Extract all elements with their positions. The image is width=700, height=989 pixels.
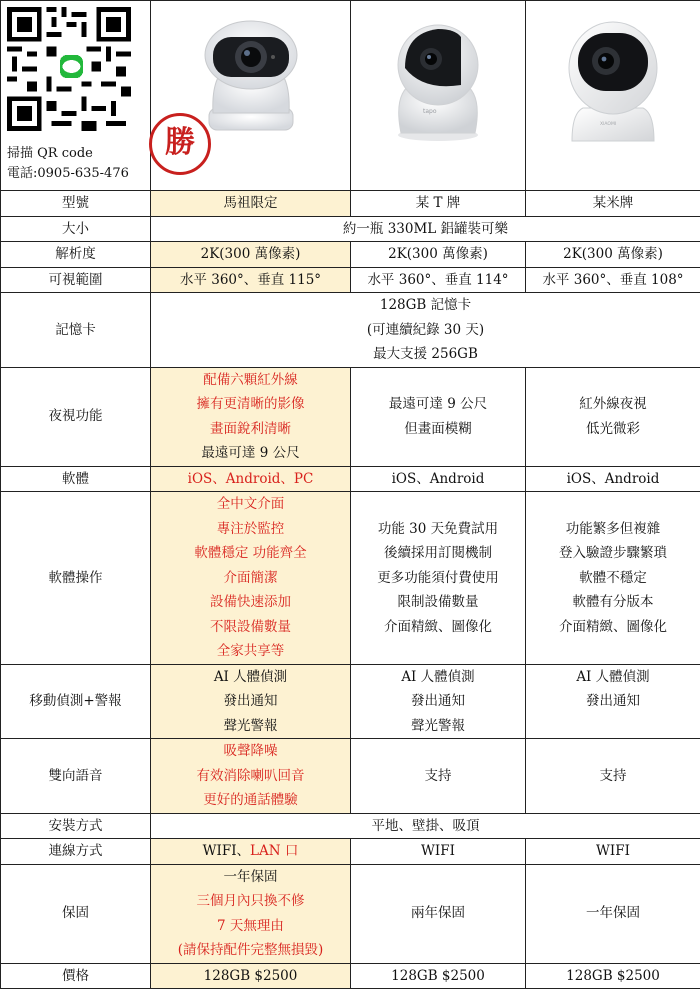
warranty-c1-line: 三個月內只換不修 bbox=[151, 889, 350, 914]
label-audio: 雙向語音 bbox=[1, 739, 151, 814]
qr-cell bbox=[1, 1, 151, 191]
price-c1: 128GB $2500 bbox=[151, 963, 351, 989]
warranty-c1-line: (請保持配件完整無損毀) bbox=[151, 938, 350, 963]
night-c1-line: 最遠可達 9 公尺 bbox=[151, 441, 350, 466]
operation-c3-line: 登入驗證步驟繁瑣 bbox=[526, 541, 700, 566]
motion-c1 bbox=[151, 664, 351, 739]
row-connect bbox=[1, 839, 700, 865]
connect-c1-lan: LAN 口 bbox=[250, 843, 298, 859]
motion-c3-line: 發出通知 bbox=[526, 689, 700, 714]
night-c1 bbox=[151, 367, 351, 466]
qr-caption bbox=[7, 144, 150, 184]
camera-tapo-icon bbox=[383, 13, 493, 143]
camera-white-ptz-icon bbox=[191, 13, 311, 143]
label-warranty: 保固 bbox=[1, 864, 151, 963]
row-resolution bbox=[1, 242, 700, 268]
motion-c1-line: 發出通知 bbox=[151, 689, 350, 714]
label-motion: 移動偵測+警報 bbox=[1, 664, 151, 739]
night-c2-line: 最遠可達 9 公尺 bbox=[351, 392, 525, 417]
motion-c3 bbox=[526, 664, 700, 739]
operation-c3-line: 軟體有分版本 bbox=[526, 590, 700, 615]
motion-c2-line: AI 人體偵測 bbox=[351, 665, 525, 690]
operation-c1-line: 全家共享等 bbox=[151, 639, 350, 664]
operation-c1-line: 不限設備數量 bbox=[151, 615, 350, 640]
connect-c3: WIFI bbox=[526, 839, 700, 865]
night-c2 bbox=[351, 367, 526, 466]
row-install bbox=[1, 813, 700, 839]
memory-line: (可連續紀錄 30 天) bbox=[151, 318, 700, 343]
resolution-c3: 2K(300 萬像素) bbox=[526, 242, 700, 268]
label-price: 價格 bbox=[1, 963, 151, 989]
software-c1: iOS、Android、PC bbox=[151, 466, 351, 492]
operation-c3 bbox=[526, 492, 700, 665]
night-c2-line: 但畫面模糊 bbox=[351, 417, 525, 442]
price-c2: 128GB $2500 bbox=[351, 963, 526, 989]
label-model: 型號 bbox=[1, 191, 151, 217]
resolution-c1: 2K(300 萬像素) bbox=[151, 242, 351, 268]
row-price bbox=[1, 963, 700, 989]
row-model bbox=[1, 191, 700, 217]
label-install: 安裝方式 bbox=[1, 813, 151, 839]
model-c3: 某米牌 bbox=[526, 191, 700, 217]
label-operation: 軟體操作 bbox=[1, 492, 151, 665]
stamp-seal: 勝 bbox=[149, 113, 211, 175]
row-warranty bbox=[1, 864, 700, 963]
memory-line: 最大支援 256GB bbox=[151, 342, 700, 367]
motion-c2 bbox=[351, 664, 526, 739]
label-software: 軟體 bbox=[1, 466, 151, 492]
label-connect: 連線方式 bbox=[1, 839, 151, 865]
audio-c1-line: 更好的通話體驗 bbox=[151, 788, 350, 813]
view-c1: 水平 360°、垂直 115° bbox=[151, 267, 351, 293]
audio-c1-line: 有效消除喇叭回音 bbox=[151, 764, 350, 789]
operation-c2-line: 更多功能須付費使用 bbox=[351, 566, 525, 591]
camera-mi-icon bbox=[558, 13, 668, 148]
product-image-cell-2 bbox=[351, 1, 526, 191]
motion-c1-line: AI 人體偵測 bbox=[151, 665, 350, 690]
warranty-c3: 一年保固 bbox=[526, 864, 700, 963]
qr-code-icon[interactable] bbox=[7, 7, 131, 131]
label-resolution: 解析度 bbox=[1, 242, 151, 268]
label-memory: 記憶卡 bbox=[1, 293, 151, 368]
operation-c1-line: 介面簡潔 bbox=[151, 566, 350, 591]
row-operation bbox=[1, 492, 700, 665]
product-image-cell-3 bbox=[526, 1, 700, 191]
night-c1-line: 擁有更清晰的影像 bbox=[151, 392, 350, 417]
night-c1-line: 畫面銳利清晰 bbox=[151, 417, 350, 442]
phone-number: 電話:0905-635-476 bbox=[7, 164, 150, 184]
view-c2: 水平 360°、垂直 114° bbox=[351, 267, 526, 293]
operation-c2-line: 限制設備數量 bbox=[351, 590, 525, 615]
operation-c1-line: 專注於監控 bbox=[151, 517, 350, 542]
connect-c2: WIFI bbox=[351, 839, 526, 865]
warranty-c1-line: 一年保固 bbox=[151, 865, 350, 890]
night-c1-line: 配備六顆紅外線 bbox=[151, 368, 350, 393]
motion-c2-line: 發出通知 bbox=[351, 689, 525, 714]
operation-c1-line: 全中文介面 bbox=[151, 492, 350, 517]
label-size: 大小 bbox=[1, 216, 151, 242]
motion-c3-line: AI 人體偵測 bbox=[526, 665, 700, 690]
warranty-c1-line: 7 天無理由 bbox=[151, 914, 350, 939]
model-c1: 馬祖限定 bbox=[151, 191, 351, 217]
operation-c2-line: 功能 30 天免費試用 bbox=[351, 517, 525, 542]
memory-all bbox=[151, 293, 700, 368]
operation-c1-line: 軟體穩定 功能齊全 bbox=[151, 541, 350, 566]
cam3-brand-text: XIAOMI bbox=[600, 121, 616, 127]
connect-c1 bbox=[151, 839, 351, 865]
operation-c1 bbox=[151, 492, 351, 665]
operation-c3-line: 介面精緻、圖像化 bbox=[526, 615, 700, 640]
audio-c3: 支持 bbox=[526, 739, 700, 814]
warranty-c2: 兩年保固 bbox=[351, 864, 526, 963]
audio-c2: 支持 bbox=[351, 739, 526, 814]
night-c3-line: 紅外線夜視 bbox=[526, 392, 700, 417]
operation-c3-line: 功能繁多但複雜 bbox=[526, 517, 700, 542]
audio-c1-line: 吸聲降噪 bbox=[151, 739, 350, 764]
install-all: 平地、壁掛、吸頂 bbox=[151, 813, 700, 839]
audio-c1 bbox=[151, 739, 351, 814]
row-audio bbox=[1, 739, 700, 814]
software-c3: iOS、Android bbox=[526, 466, 700, 492]
operation-c2-line: 介面精緻、圖像化 bbox=[351, 615, 525, 640]
memory-line: 128GB 記憶卡 bbox=[151, 293, 700, 318]
model-c2: 某 T 牌 bbox=[351, 191, 526, 217]
row-night bbox=[1, 367, 700, 466]
view-c3: 水平 360°、垂直 108° bbox=[526, 267, 700, 293]
resolution-c2: 2K(300 萬像素) bbox=[351, 242, 526, 268]
row-view bbox=[1, 267, 700, 293]
operation-c1-line: 設備快速添加 bbox=[151, 590, 350, 615]
row-size bbox=[1, 216, 700, 242]
motion-c1-line: 聲光警報 bbox=[151, 714, 350, 739]
label-view: 可視範圍 bbox=[1, 267, 151, 293]
motion-c2-line: 聲光警報 bbox=[351, 714, 525, 739]
size-all: 約一瓶 330ML 鋁罐裝可樂 bbox=[151, 216, 700, 242]
label-night: 夜視功能 bbox=[1, 367, 151, 466]
cam2-brand-text: tapo bbox=[423, 108, 437, 115]
row-motion bbox=[1, 664, 700, 739]
header-row bbox=[1, 1, 700, 191]
row-software bbox=[1, 466, 700, 492]
night-c3 bbox=[526, 367, 700, 466]
connect-c1-wifi: WIFI、 bbox=[203, 843, 250, 859]
price-c3: 128GB $2500 bbox=[526, 963, 700, 989]
row-memory bbox=[1, 293, 700, 368]
warranty-c1 bbox=[151, 864, 351, 963]
operation-c2 bbox=[351, 492, 526, 665]
night-c3-line: 低光微彩 bbox=[526, 417, 700, 442]
scan-label: 掃描 QR code bbox=[7, 144, 150, 164]
software-c2: iOS、Android bbox=[351, 466, 526, 492]
operation-c2-line: 後續採用訂閱機制 bbox=[351, 541, 525, 566]
operation-c3-line: 軟體不穩定 bbox=[526, 566, 700, 591]
